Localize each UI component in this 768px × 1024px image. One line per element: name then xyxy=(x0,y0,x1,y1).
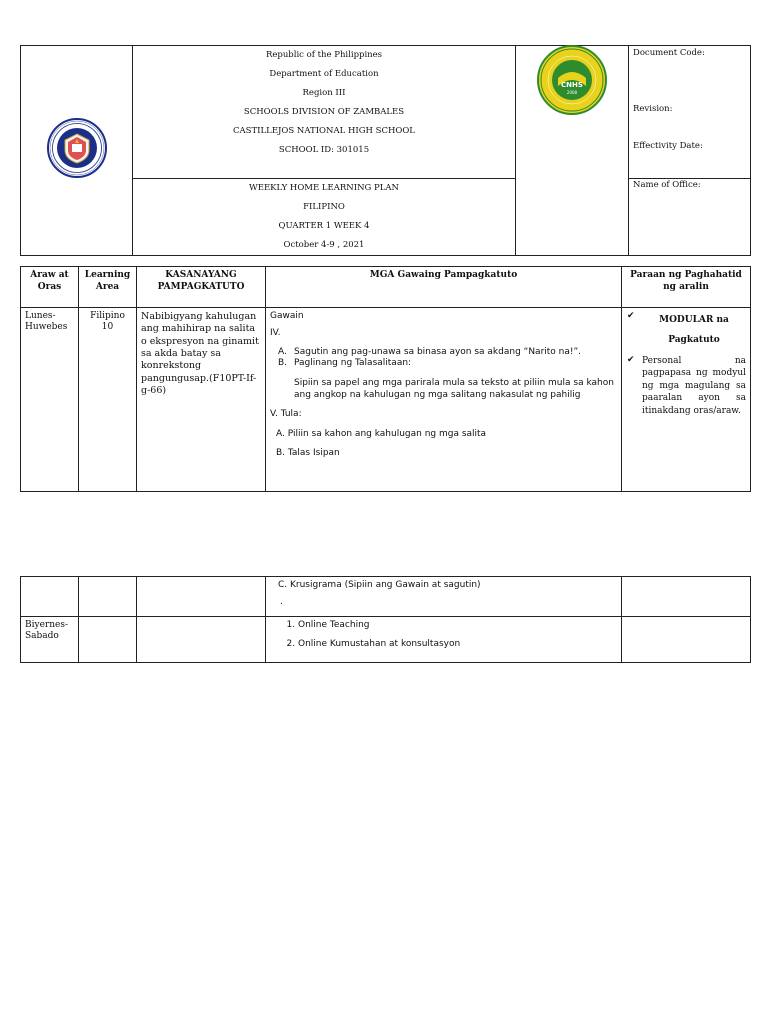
plan-title-text: WEEKLY HOME LEARNING PLAN xyxy=(249,183,399,193)
list-item: 1. Online Teaching xyxy=(298,620,617,631)
school-name-text: CASTILLEJOS NATIONAL HIGH SCHOOL xyxy=(233,126,415,136)
tula-a-text: A. Piliin sa kahon ang kahulugan ng mga salita xyxy=(276,428,487,439)
table-row xyxy=(21,577,751,617)
office-label: Name of Office: xyxy=(633,180,701,190)
activity-b-marker: B. xyxy=(278,357,288,368)
svg-text:CNHS: CNHS xyxy=(561,81,583,89)
table-row xyxy=(21,617,751,663)
quarter-week-text: QUARTER 1 WEEK 4 xyxy=(278,221,370,231)
deped-logo-cell xyxy=(21,46,133,256)
tula-label: V. Tula: xyxy=(270,409,302,420)
empty-cell xyxy=(137,617,266,663)
activity-a-marker: A. xyxy=(278,346,287,357)
day-cell xyxy=(21,308,79,492)
online-activities-cell xyxy=(266,617,622,663)
dates-text: October 4-9 , 2021 xyxy=(283,240,365,250)
effectivity-date-label: Effectivity Date: xyxy=(633,141,703,151)
header-activities: MGA Gawaing Pampagkatuto xyxy=(266,267,622,308)
delivery-item-modular xyxy=(626,311,746,351)
school-logo-cell xyxy=(516,46,629,256)
activities-cell xyxy=(266,308,622,492)
header-org-cell xyxy=(133,46,516,179)
office-cell xyxy=(629,179,751,256)
area-cell xyxy=(79,308,137,492)
online-activities-list xyxy=(270,620,617,651)
section-iv-label: IV. xyxy=(270,328,281,339)
header-table xyxy=(20,45,751,256)
competency-cell xyxy=(137,308,266,492)
school-seal-icon xyxy=(536,44,608,116)
activity-a-text: Sagutin ang pag-unawa sa binasa ayon sa akdang “Narito na!”. xyxy=(294,346,582,357)
day-text: Lunes- Huwebes xyxy=(25,311,68,333)
table-header-row xyxy=(21,267,751,308)
activity-a xyxy=(270,347,617,358)
day-cell xyxy=(21,617,79,663)
document-meta-cell xyxy=(629,46,751,179)
header-delivery: Paraan ng Paghahatid ng aralin xyxy=(622,267,751,308)
header-competency: KASANAYANG PAMPAGKATUTO xyxy=(137,267,266,308)
day-text: Biyernes- Sabado xyxy=(25,620,68,642)
republic-text: Republic of the Philippines xyxy=(265,50,383,60)
checkmark-icon: ✔ xyxy=(627,311,635,321)
empty-cell xyxy=(137,577,266,617)
revision-label: Revision: xyxy=(633,104,673,114)
document-code-label: Document Code: xyxy=(633,48,705,58)
division-text: SCHOOLS DIVISION OF ZAMBALES xyxy=(243,107,405,117)
krusigrama-text: C. Krusigrama (Sipiin ang Gawain at sagutin) xyxy=(278,580,481,590)
empty-cell xyxy=(79,617,137,663)
list-item: 2. Online Kumustahan at konsultasyon xyxy=(298,639,617,650)
learning-plan-table xyxy=(20,266,751,492)
delivery-modular-text: MODULAR na Pagkatuto xyxy=(659,315,729,345)
tula-b-text: B. Talas Isipan xyxy=(276,447,340,458)
competency-text: Nabibigyang kahulugan ang mahihirap na salita o ekspresyon na ginamit sa akda batay sa konrekstong pangungusap.(F10PT-If-g-66) xyxy=(141,311,259,397)
gawain-label: Gawain xyxy=(270,311,304,321)
continuation-table xyxy=(20,576,751,663)
dot-text: . xyxy=(280,597,283,608)
school-id-text: SCHOOL ID: 301015 xyxy=(278,145,370,155)
delivery-personal-text: Personal na pagpapasa ng modyul ng mga magulang sa paaralan ayon sa itinakdang oras/araw. xyxy=(642,355,746,416)
header-learning-area: Learning Area xyxy=(79,267,137,308)
checkmark-icon: ✔ xyxy=(627,354,635,365)
empty-cell xyxy=(21,577,79,617)
activity-b xyxy=(270,358,617,369)
subject-text: FILIPINO xyxy=(303,202,345,212)
plan-title-cell xyxy=(133,179,516,256)
krusigrama-cell xyxy=(266,577,622,617)
header-day-time: Araw at Oras xyxy=(21,267,79,308)
instruction-text: Sipiin sa papel ang mga parirala mula sa teksto at piliin mula sa kahon ang angkop na kahulugan ng mga salitang nakasulat ng pahilig xyxy=(294,378,614,400)
empty-cell xyxy=(622,577,751,617)
area-text: Filipino 10 xyxy=(90,311,125,333)
table-row xyxy=(21,308,751,492)
deped-seal-icon xyxy=(46,117,108,179)
delivery-cell xyxy=(622,308,751,492)
empty-cell xyxy=(622,617,751,663)
department-text: Department of Education xyxy=(269,69,379,79)
svg-text:2008: 2008 xyxy=(566,90,578,95)
region-text: Region III xyxy=(302,88,346,98)
empty-cell xyxy=(79,577,137,617)
delivery-item-personal xyxy=(626,355,746,418)
activity-b-text: Paglinang ng Talasalitaan: xyxy=(294,357,412,368)
